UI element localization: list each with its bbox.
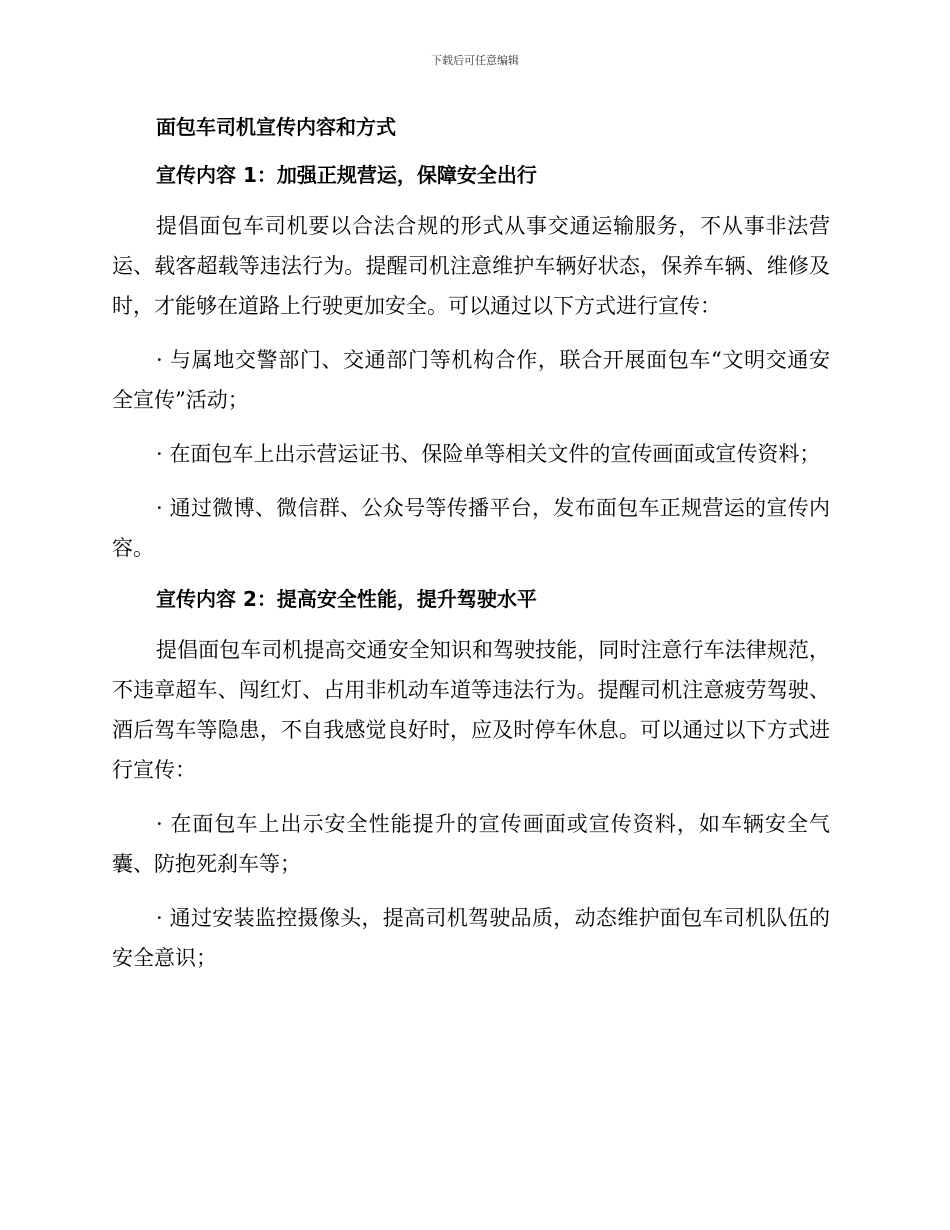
section-1-bullet-2: · 在面包车上出示营运证书、保险单等相关文件的宣传画面或宣传资料； (156, 442, 821, 466)
section-1-bullet-3: · 通过微博、微信群、公众号等传播平台，发布面包车正规营运的宣传内容。 (112, 496, 830, 560)
section-2-bullet-1: · 在面包车上出示安全性能提升的宣传画面或宣传资料，如车辆安全气囊、防抱死刹车等； (112, 812, 830, 876)
section-1-bullet-1: · 与属地交警部门、交通部门等机构合作，联合开展面包车“文明交通安全宣传”活动； (112, 348, 830, 412)
section-1-heading: 宣传内容 1：加强正规营运，保障安全出行 (156, 163, 537, 187)
section-2-bullet-2: · 通过安装监控摄像头，提高司机驾驶品质，动态维护面包车司机队伍的安全意识； (112, 906, 830, 970)
document-title: 面包车司机宣传内容和方式 (156, 115, 396, 139)
section-1-intro: 提倡面包车司机要以合法合规的形式从事交通运输服务，不从事非法营运、载客超载等违法行为。提醒司机注意维护车辆好状态，保养车辆、维修及时，才能够在道路上行驶更加安全。可以通过以下方式进行宣传： (112, 214, 830, 318)
section-2-intro: 提倡面包车司机提高交通安全知识和驾驶技能，同时注意行车法律规范，不违章超车、闯红灯、占用非机动车道等违法行为。提醒司机注意疲劳驾驶、酒后驾车等隐患，不自我感觉良好时，应及时停车休息。可以通过以下方式进行宣传： (112, 638, 830, 782)
header-note: 下载后可任意编辑 (431, 54, 519, 67)
section-2-heading: 宣传内容 2：提高安全性能，提升驾驶水平 (156, 587, 537, 611)
document-body (112, 110, 830, 992)
